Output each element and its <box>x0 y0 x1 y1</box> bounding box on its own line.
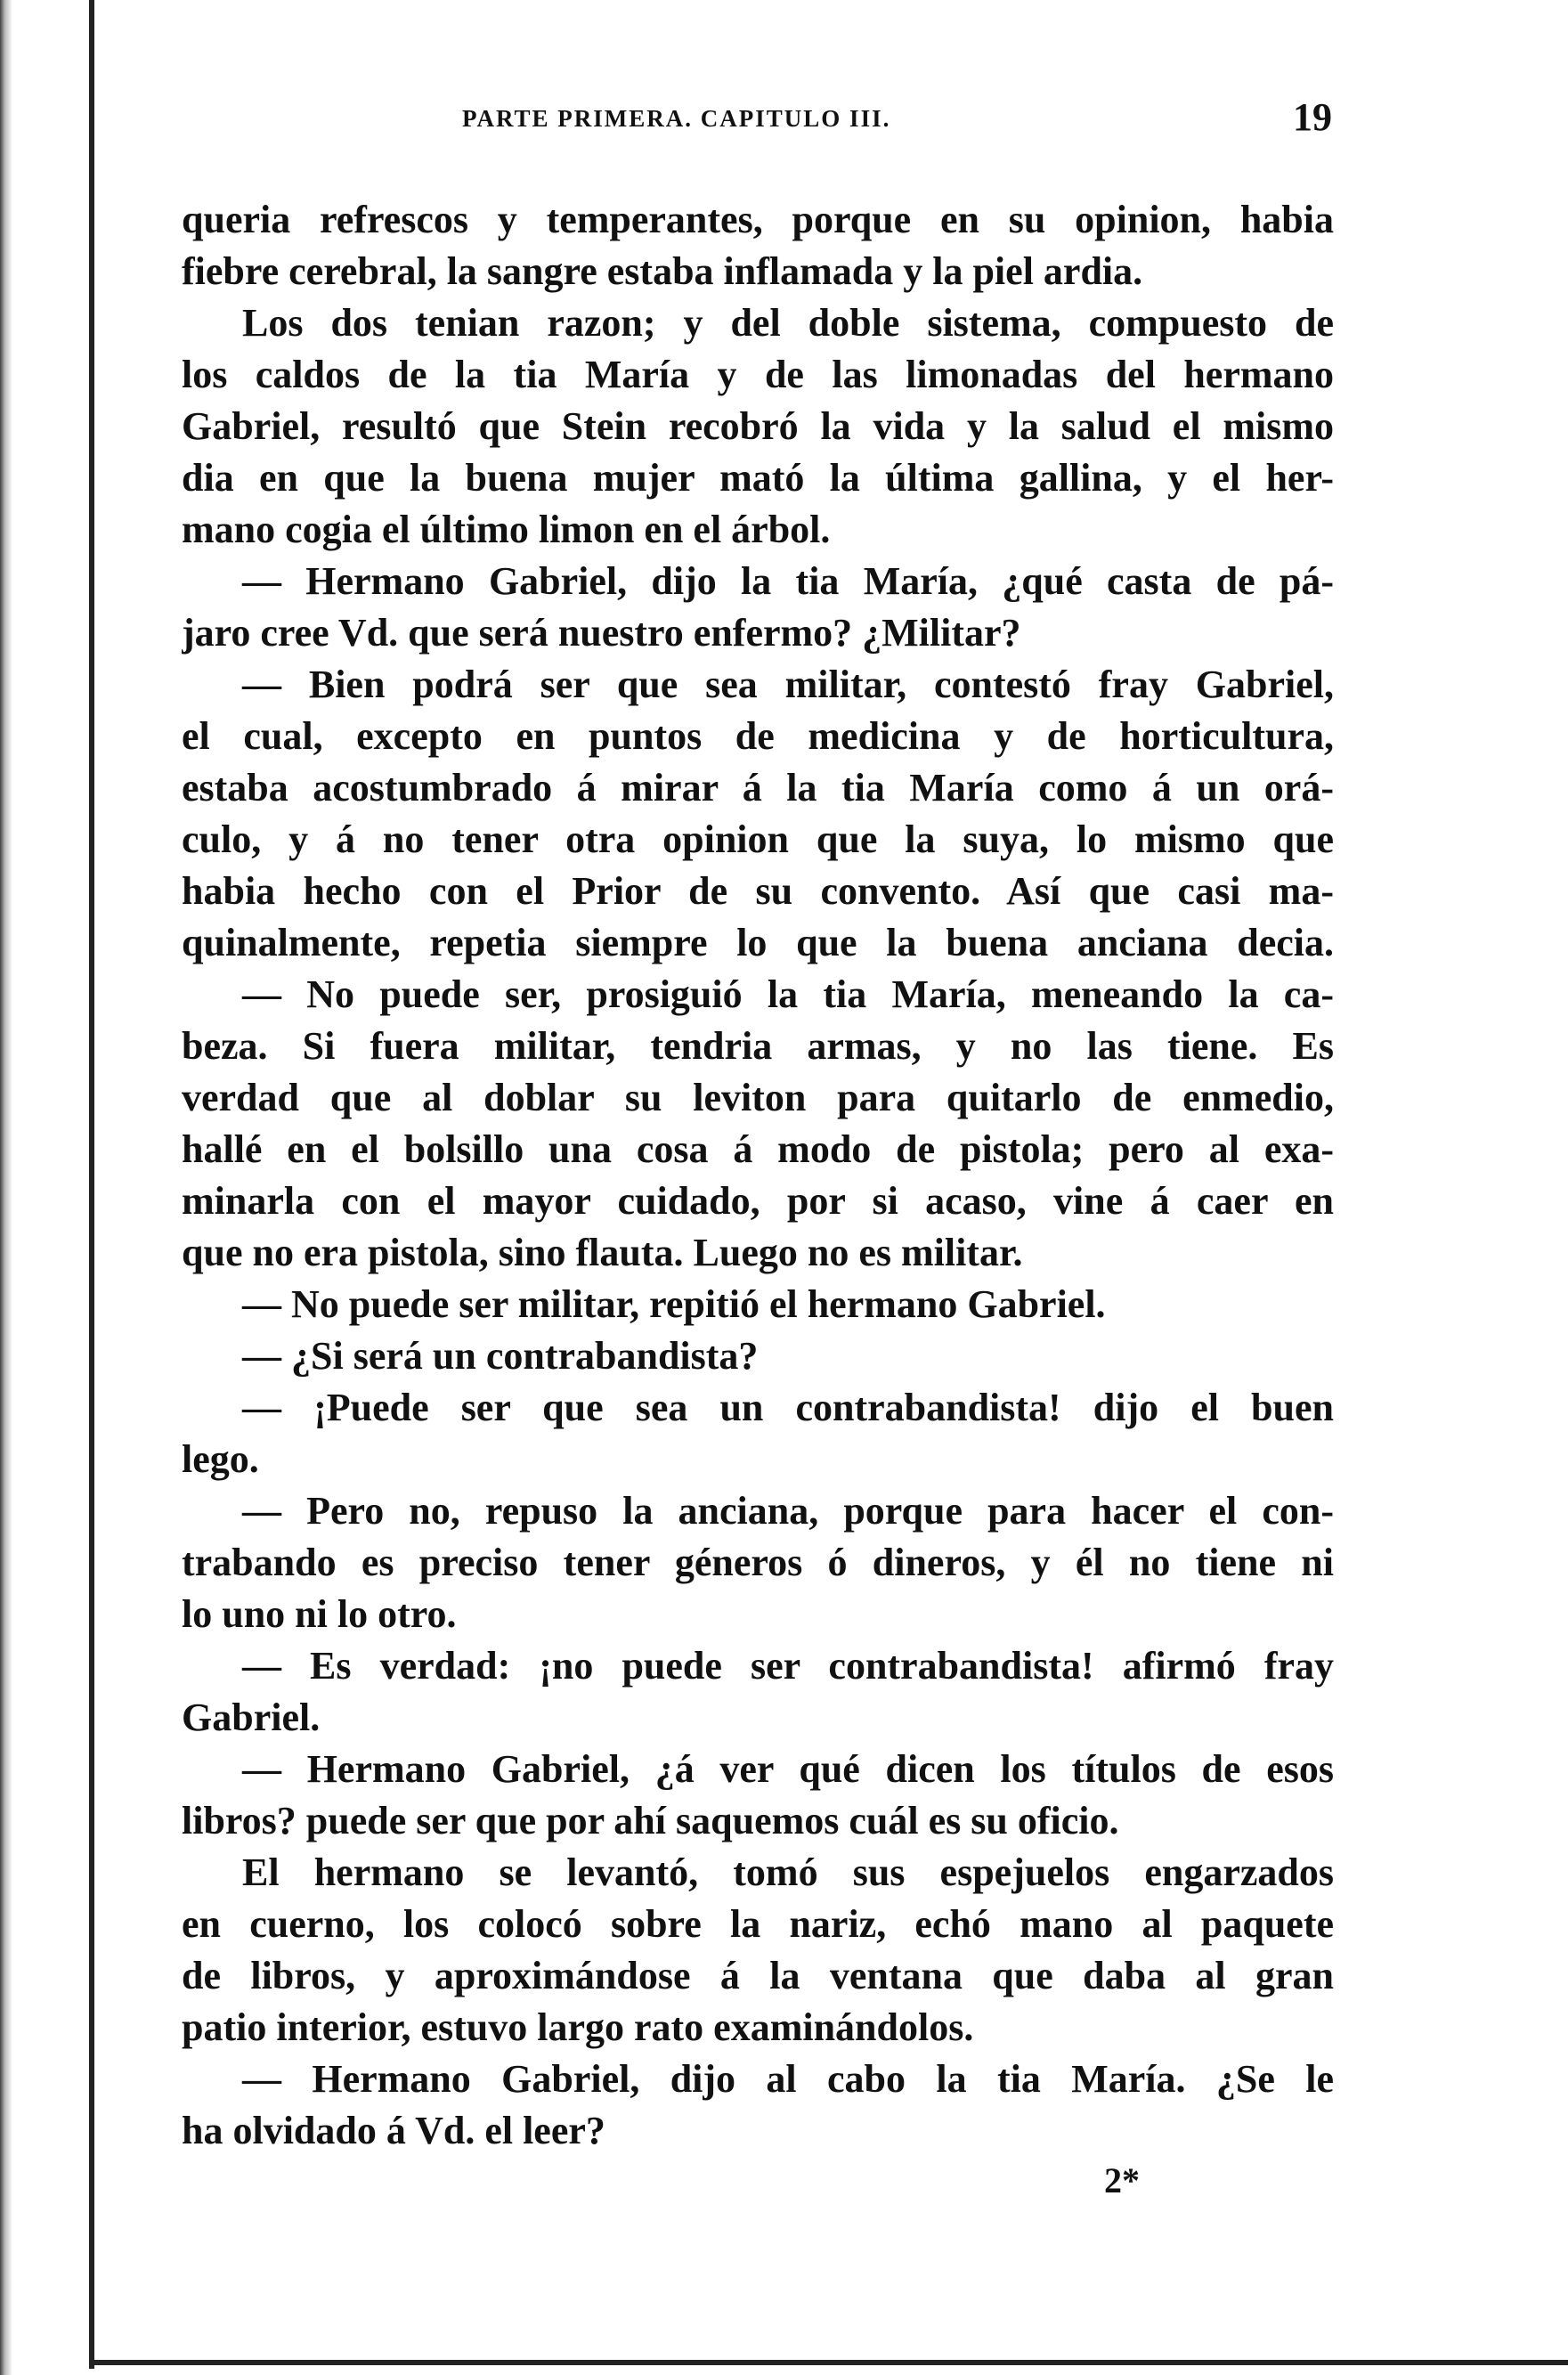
text-line: dia en que la buena mujer mató la última gallina, y el her- <box>182 456 1334 500</box>
text-line: patio interior, estuvo largo rato examinándolos. <box>182 2005 974 2049</box>
text-line: Gabriel. <box>182 1696 321 1739</box>
signature-mark: 2* <box>1104 2160 1140 2200</box>
text-line: ha olvidado á Vd. el leer? <box>182 2109 605 2152</box>
text-line: trabando es preciso tener géneros ó dineros, y él no tiene ni <box>182 1541 1334 1584</box>
text-line: hallé en el bolsillo una cosa á modo de pistola; pero al exa- <box>182 1127 1334 1171</box>
text-line: los caldos de la tia María y de las limonadas del hermano <box>182 353 1334 396</box>
text-line: — No puede ser militar, repitió el hermano Gabriel. <box>242 1282 1106 1326</box>
text-line: Los dos tenian razon; y del doble sistema, compuesto de <box>242 301 1334 345</box>
scan-shadow <box>0 0 12 2375</box>
text-line: Gabriel, resultó que Stein recobró la vida y la salud el mismo <box>182 404 1334 448</box>
text-line: — ¡Puede ser que sea un contrabandista! dijo el buen <box>242 1386 1334 1429</box>
text-line: estaba acostumbrado á mirar á la tia María como á un orá- <box>182 766 1334 809</box>
text-line: — Hermano Gabriel, ¿á ver qué dicen los títulos de esos <box>242 1747 1334 1791</box>
text-line: fiebre cerebral, la sangre estaba inflamada y la piel ardia. <box>182 249 1143 293</box>
text-line: El hermano se levantó, tomó sus espejuelos engarzados <box>242 1850 1334 1894</box>
text-line: — Hermano Gabriel, dijo al cabo la tia María. ¿Se le <box>242 2057 1334 2101</box>
text-line: — Bien podrá ser que sea militar, contestó fray Gabriel, <box>242 663 1334 706</box>
page-number: 19 <box>1293 95 1332 139</box>
text-line: habia hecho con el Prior de su convento. Así que casi ma- <box>182 869 1334 913</box>
running-title: PARTE PRIMERA. CAPITULO III. <box>462 105 891 132</box>
text-line: culo, y á no tener otra opinion que la suya, lo mismo que <box>182 817 1334 861</box>
text-line: queria refrescos y temperantes, porque en su opinion, habia <box>182 198 1334 241</box>
text-line: minarla con el mayor cuidado, por si acaso, vine á caer en <box>182 1179 1334 1223</box>
text-line: lo uno ni lo otro. <box>182 1592 457 1636</box>
page-bottom-edge <box>89 2360 1568 2365</box>
text-line: quinalmente, repetia siempre lo que la buena anciana decia. <box>182 921 1334 964</box>
text-line: de libros, y aproximándose á la ventana que daba al gran <box>182 1954 1334 1997</box>
text-line: — Es verdad: ¡no puede ser contrabandista! afirmó fray <box>242 1644 1334 1688</box>
text-line: — Hermano Gabriel, dijo la tia María, ¿qué casta de pá- <box>242 559 1334 603</box>
text-line: beza. Si fuera militar, tendria armas, y no las tiene. Es <box>182 1024 1334 1068</box>
text-line: lego. <box>182 1437 259 1481</box>
text-line: libros? puede ser que por ahí saquemos cuál es su oficio. <box>182 1799 1119 1842</box>
text-line: mano cogia el último limon en el árbol. <box>182 508 831 551</box>
text-line: en cuerno, los colocó sobre la nariz, echó mano al paquete <box>182 1902 1334 1946</box>
text-line: — Pero no, repuso la anciana, porque para hacer el con- <box>242 1489 1334 1533</box>
text-line: que no era pistola, sino flauta. Luego no es militar. <box>182 1231 1023 1274</box>
page-left-edge <box>89 0 94 2369</box>
text-line: el cual, excepto en puntos de medicina y de horticultura, <box>182 714 1334 758</box>
text-line: jaro cree Vd. que será nuestro enfermo? ¿Militar? <box>182 611 1021 655</box>
text-line: — ¿Si será un contrabandista? <box>242 1334 759 1378</box>
text-line: — No puede ser, prosiguió la tia María, meneando la ca- <box>242 972 1334 1016</box>
text-line: verdad que al doblar su leviton para quitarlo de enmedio, <box>182 1076 1334 1119</box>
